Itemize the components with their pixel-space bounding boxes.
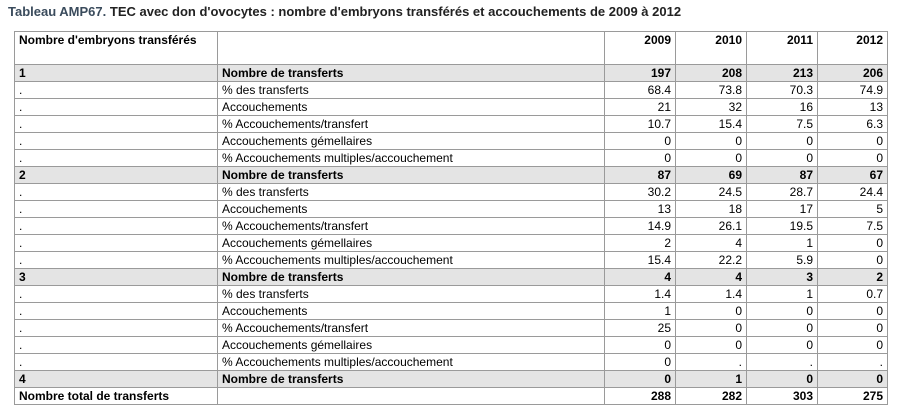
value-cell: 2 bbox=[818, 269, 888, 286]
table-row bbox=[15, 252, 888, 269]
embryos-cell: Nombre total de transferts bbox=[15, 388, 218, 405]
value-cell: 0 bbox=[747, 150, 818, 167]
value-cell: 10.7 bbox=[605, 116, 676, 133]
value-cell: 13 bbox=[605, 201, 676, 218]
value-cell: 0 bbox=[605, 371, 676, 388]
value-cell: 275 bbox=[818, 388, 888, 405]
value-cell: . bbox=[747, 354, 818, 371]
header-year: 2012 bbox=[818, 32, 888, 65]
value-cell: 14.9 bbox=[605, 218, 676, 235]
table-row bbox=[15, 235, 888, 252]
value-cell: 5 bbox=[818, 201, 888, 218]
header-year: 2010 bbox=[676, 32, 747, 65]
indicator-cell: Accouchements gémellaires bbox=[218, 337, 605, 354]
table-number: Tableau AMP67. bbox=[8, 4, 107, 19]
value-cell: 5.9 bbox=[747, 252, 818, 269]
header-year: 2011 bbox=[747, 32, 818, 65]
indicator-cell: Accouchements bbox=[218, 99, 605, 116]
value-cell: 0 bbox=[818, 252, 888, 269]
table-row bbox=[15, 286, 888, 303]
embryos-cell: . bbox=[15, 150, 218, 167]
header-row bbox=[15, 32, 888, 65]
value-cell: 13 bbox=[818, 99, 888, 116]
value-cell: . bbox=[676, 354, 747, 371]
value-cell: 288 bbox=[605, 388, 676, 405]
value-cell: 0 bbox=[747, 133, 818, 150]
value-cell: 1 bbox=[605, 303, 676, 320]
indicator-cell: Nombre de transferts bbox=[218, 269, 605, 286]
table-row bbox=[15, 82, 888, 99]
value-cell: 0 bbox=[676, 320, 747, 337]
embryos-cell: . bbox=[15, 218, 218, 235]
table-row bbox=[15, 99, 888, 116]
value-cell: 282 bbox=[676, 388, 747, 405]
indicator-cell bbox=[218, 388, 605, 405]
value-cell: 197 bbox=[605, 65, 676, 82]
embryos-cell: 2 bbox=[15, 167, 218, 184]
indicator-cell: % des transferts bbox=[218, 184, 605, 201]
embryos-cell: 1 bbox=[15, 65, 218, 82]
embryos-cell: . bbox=[15, 116, 218, 133]
embryos-cell: . bbox=[15, 337, 218, 354]
value-cell: 3 bbox=[747, 269, 818, 286]
indicator-cell: % Accouchements multiples/accouchement bbox=[218, 252, 605, 269]
value-cell: 0 bbox=[818, 235, 888, 252]
value-cell: 1.4 bbox=[676, 286, 747, 303]
embryos-cell: . bbox=[15, 99, 218, 116]
value-cell: 208 bbox=[676, 65, 747, 82]
embryos-cell: . bbox=[15, 354, 218, 371]
value-cell: 0 bbox=[605, 133, 676, 150]
value-cell: 15.4 bbox=[676, 116, 747, 133]
value-cell: 19.5 bbox=[747, 218, 818, 235]
value-cell: 0 bbox=[818, 320, 888, 337]
value-cell: 4 bbox=[676, 269, 747, 286]
value-cell: 1 bbox=[747, 286, 818, 303]
table-row bbox=[15, 201, 888, 218]
value-cell: 25 bbox=[605, 320, 676, 337]
value-cell: 303 bbox=[747, 388, 818, 405]
value-cell: 74.9 bbox=[818, 82, 888, 99]
embryos-cell: . bbox=[15, 82, 218, 99]
value-cell: 0 bbox=[605, 354, 676, 371]
table-body bbox=[15, 65, 888, 405]
header-year: 2009 bbox=[605, 32, 676, 65]
header-indicator bbox=[218, 32, 605, 65]
value-cell: 0 bbox=[676, 150, 747, 167]
value-cell: 24.5 bbox=[676, 184, 747, 201]
indicator-cell: Accouchements bbox=[218, 201, 605, 218]
value-cell: 30.2 bbox=[605, 184, 676, 201]
value-cell: 22.2 bbox=[676, 252, 747, 269]
embryos-cell: . bbox=[15, 201, 218, 218]
indicator-cell: Nombre de transferts bbox=[218, 167, 605, 184]
value-cell: 67 bbox=[818, 167, 888, 184]
value-cell: 68.4 bbox=[605, 82, 676, 99]
value-cell: 0 bbox=[676, 303, 747, 320]
value-cell: 4 bbox=[605, 269, 676, 286]
value-cell: 0 bbox=[747, 303, 818, 320]
indicator-cell: % des transferts bbox=[218, 286, 605, 303]
value-cell: 7.5 bbox=[818, 218, 888, 235]
indicator-cell: % Accouchements/transfert bbox=[218, 320, 605, 337]
value-cell: 0 bbox=[747, 371, 818, 388]
value-cell: 0 bbox=[818, 303, 888, 320]
value-cell: 16 bbox=[747, 99, 818, 116]
indicator-cell: % Accouchements multiples/accouchement bbox=[218, 150, 605, 167]
indicator-cell: % Accouchements/transfert bbox=[218, 116, 605, 133]
group-row bbox=[15, 269, 888, 286]
total-row bbox=[15, 388, 888, 405]
indicator-cell: % Accouchements/transfert bbox=[218, 218, 605, 235]
value-cell: 7.5 bbox=[747, 116, 818, 133]
embryos-cell: . bbox=[15, 252, 218, 269]
table-row bbox=[15, 133, 888, 150]
value-cell: 213 bbox=[747, 65, 818, 82]
value-cell: 4 bbox=[676, 235, 747, 252]
value-cell: 0 bbox=[818, 150, 888, 167]
value-cell: 0 bbox=[605, 337, 676, 354]
table-row bbox=[15, 184, 888, 201]
value-cell: 69 bbox=[676, 167, 747, 184]
value-cell: 0.7 bbox=[818, 286, 888, 303]
table-row bbox=[15, 320, 888, 337]
value-cell: 0 bbox=[818, 371, 888, 388]
value-cell: 2 bbox=[605, 235, 676, 252]
value-cell: 73.8 bbox=[676, 82, 747, 99]
table-row bbox=[15, 116, 888, 133]
value-cell: 17 bbox=[747, 201, 818, 218]
embryos-cell: . bbox=[15, 184, 218, 201]
table-row bbox=[15, 218, 888, 235]
table-row bbox=[15, 337, 888, 354]
embryos-cell: . bbox=[15, 320, 218, 337]
value-cell: 0 bbox=[747, 320, 818, 337]
indicator-cell: Accouchements gémellaires bbox=[218, 133, 605, 150]
value-cell: 1 bbox=[747, 235, 818, 252]
data-table bbox=[14, 31, 888, 405]
indicator-cell: % des transferts bbox=[218, 82, 605, 99]
embryos-cell: 4 bbox=[15, 371, 218, 388]
value-cell: 0 bbox=[747, 337, 818, 354]
value-cell: 0 bbox=[818, 337, 888, 354]
table-row bbox=[15, 303, 888, 320]
value-cell: 1.4 bbox=[605, 286, 676, 303]
embryos-cell: . bbox=[15, 286, 218, 303]
embryos-cell: . bbox=[15, 235, 218, 252]
value-cell: 21 bbox=[605, 99, 676, 116]
indicator-cell: Nombre de transferts bbox=[218, 371, 605, 388]
value-cell: 0 bbox=[676, 133, 747, 150]
value-cell: . bbox=[818, 354, 888, 371]
embryos-cell: 3 bbox=[15, 269, 218, 286]
value-cell: 15.4 bbox=[605, 252, 676, 269]
table-row bbox=[15, 354, 888, 371]
value-cell: 206 bbox=[818, 65, 888, 82]
header-embryos: Nombre d'embryons transférés bbox=[15, 32, 218, 65]
table-caption: TEC avec don d'ovocytes : nombre d'embryons transférés et accouchements de 2009 à 2012 bbox=[109, 4, 682, 19]
value-cell: 70.3 bbox=[747, 82, 818, 99]
indicator-cell: Accouchements bbox=[218, 303, 605, 320]
value-cell: 24.4 bbox=[818, 184, 888, 201]
value-cell: 32 bbox=[676, 99, 747, 116]
value-cell: 0 bbox=[605, 150, 676, 167]
value-cell: 87 bbox=[747, 167, 818, 184]
value-cell: 0 bbox=[676, 337, 747, 354]
table-title bbox=[8, 4, 681, 19]
embryos-cell: . bbox=[15, 133, 218, 150]
value-cell: 26.1 bbox=[676, 218, 747, 235]
value-cell: 6.3 bbox=[818, 116, 888, 133]
embryos-cell: . bbox=[15, 303, 218, 320]
group-row bbox=[15, 371, 888, 388]
table-row bbox=[15, 150, 888, 167]
indicator-cell: Accouchements gémellaires bbox=[218, 235, 605, 252]
value-cell: 18 bbox=[676, 201, 747, 218]
group-row bbox=[15, 65, 888, 82]
value-cell: 87 bbox=[605, 167, 676, 184]
group-row bbox=[15, 167, 888, 184]
indicator-cell: % Accouchements multiples/accouchement bbox=[218, 354, 605, 371]
value-cell: 1 bbox=[676, 371, 747, 388]
value-cell: 0 bbox=[818, 133, 888, 150]
value-cell: 28.7 bbox=[747, 184, 818, 201]
indicator-cell: Nombre de transferts bbox=[218, 65, 605, 82]
